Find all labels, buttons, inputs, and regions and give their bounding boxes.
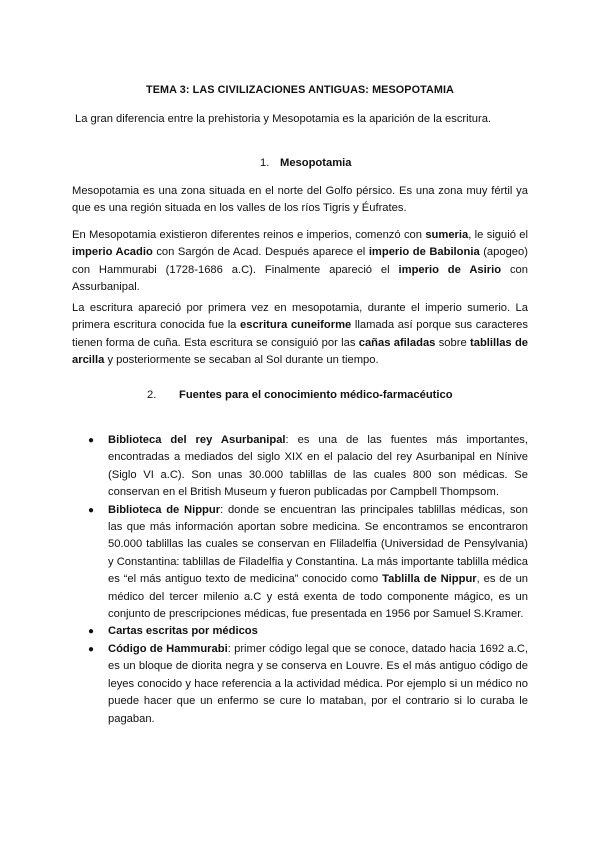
list-item: ● Biblioteca del rey Asurbanipal: es una de las fuentes más importantes, encontradas a mediados del siglo XIX en el palacio del rey Asurbanipal en Nínive (Siglo VI a.C). Son unas 30.000 tablillas de las cuales 800 son médicas. Se conservan en el British Museum y fueron publicadas por Campbell Thompsom. xyxy=(88,434,529,499)
bullet-icon: ● xyxy=(88,435,95,446)
bullet-icon: ● xyxy=(88,626,95,638)
section-1-paragraph-1: Mesopotamia es una zona situada en el norte del Golfo pérsico. Es una zona muy fértil ya que es una región situada en los valles de los ríos Tigris y Éufrates. xyxy=(72,185,528,215)
list-item: ● Biblioteca de Nippur: donde se encuentran las principales tablillas médicas, son las que más información aportan sobre medicina. Se encontramos se encontraron 50.000 tablillas las cuales se conservan en Fliladelfia (Universidad de Pensylvania) y Constantina: tablillas de Filadelfia y Constantina. La más importante tablilla médica es “el más antiguo texto de medicina” conocido como Tablilla de Nippur, es de un médico del tercer milenio a.C y está exenta de todo componente mágico, es un conjunto de prescripciones médicas, fue presentada en 1956 por Samuel S.Kramer. xyxy=(88,503,529,621)
section-1-heading xyxy=(260,155,352,172)
term-imperio-babilonia: imperio de Babilonia xyxy=(368,246,480,259)
section-1-title: Mesopotamia xyxy=(280,157,352,169)
section-2-title: Fuentes para el conocimiento médico-farmacéutico xyxy=(179,389,453,401)
term-canas-afiladas: cañas afiladas xyxy=(358,336,436,349)
section-1-paragraph-2: En Mesopotamia existieron diferentes reinos e imperios, comenzó con sumeria, le siguió el imperio Acadio con Sargón de Acad. Después aparece el imperio de Babilonia (apogeo) con Hammurabi (1728-1686 a.C). Finalmente apareció el imperio de Asirio con Assurbanipal. xyxy=(72,229,528,294)
term-sumeria: sumeria xyxy=(425,229,469,241)
intro-paragraph: La gran diferencia entre la prehistoria y Mesopotamia es la aparición de la escritura. xyxy=(75,113,492,125)
section-2-heading xyxy=(147,387,453,404)
section-2-number: 2. xyxy=(147,389,157,401)
section-1-paragraph-3: La escritura apareció por primera vez en mesopotamia, durante el imperio sumerio. La primera escritura conocida fue la escritura cuneiforme llamada así porque sus caracteres tienen forma de cuña. Esta escritura se consiguió por las cañas afiladas sobre tablillas de arcilla y posteriormente se secaban al Sol durante un tiempo. xyxy=(72,302,529,367)
bullet-icon: ● xyxy=(88,504,95,516)
page-title: TEMA 3: LAS CIVILIZACIONES ANTIGUAS: MESOPOTAMIA xyxy=(146,84,454,96)
term-escritura-cuneiforme: escritura cuneiforme xyxy=(240,319,352,332)
list-item: ● Código de Hammurabi: primer código legal que se conoce, datado hacia 1692 a.C, es un bloque de diorita negra y se conserva en Louvre. Es el más antiguo código de leyes conocido y hace referencia a la actividad médica. Por ejemplo si un médico no puede hacer que un enfermo se cure lo mataban, por el contrario si lo curaba le pagaban. xyxy=(88,642,529,725)
section-1-number: 1. xyxy=(260,157,270,169)
sources-list xyxy=(88,432,529,728)
term-imperio-asirio: imperio de Asirio xyxy=(398,263,502,276)
list-item: ● Cartas escritas por médicos xyxy=(108,623,528,640)
term-tablillas-arcilla: tablillas de arcilla xyxy=(72,336,529,367)
bullet-icon: ● xyxy=(88,643,95,655)
term-imperio-acadio: imperio Acadio xyxy=(72,246,153,259)
